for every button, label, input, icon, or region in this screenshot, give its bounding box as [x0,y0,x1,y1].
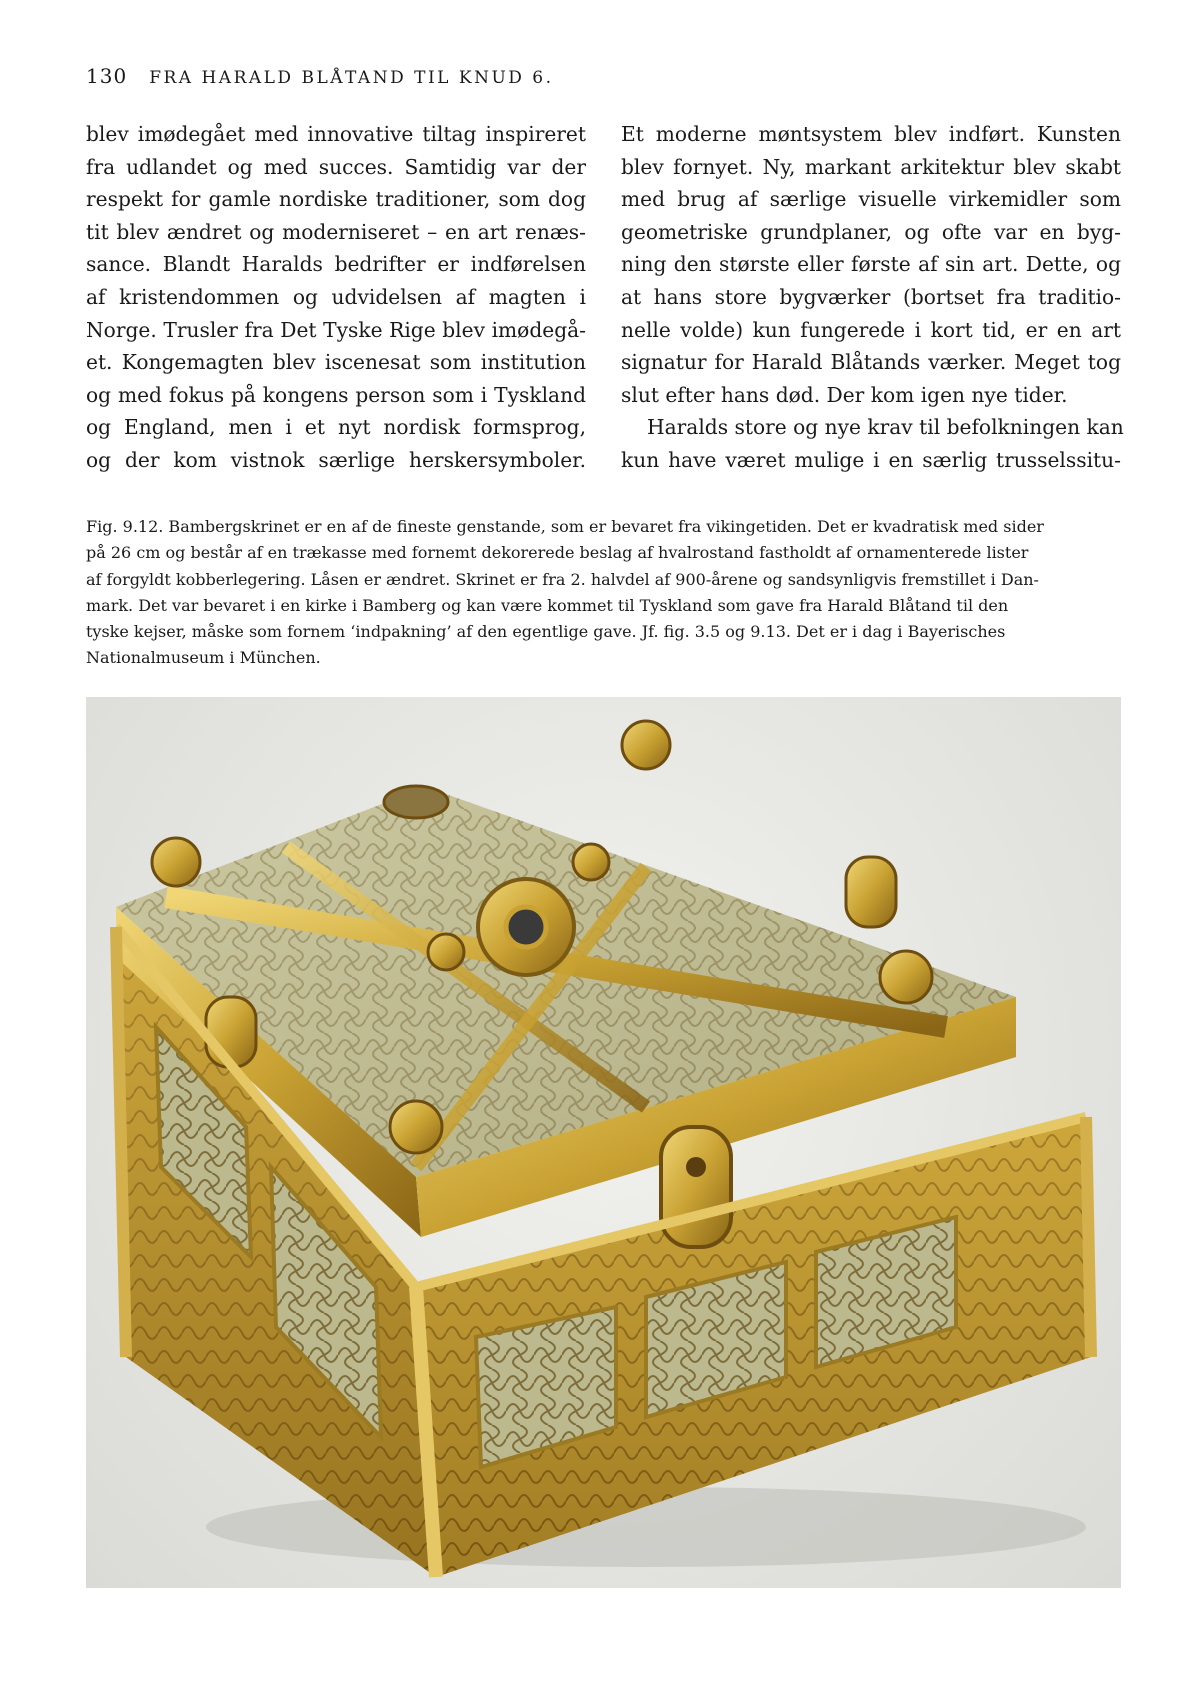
caption-line: på 26 cm og består af en trækasse med fornemt dekorerede beslag af hvalrostand fastholdt af ornamenterede lister [86,543,1029,563]
body-line: tit blev ændret og moderniseret – en art renæs- [86,219,586,244]
body-line: nelle volde) kun fungerede i kort tid, er en art [621,317,1121,342]
body-line: slut efter hans død. Der kom igen nye tider. [621,382,1068,407]
body-line: respekt for gamle nordiske traditioner, som dog [86,187,586,212]
running-header [86,64,554,88]
caption-line: Fig. 9.12. Bambergskrinet er en af de fineste genstande, som er bevaret fra vikingetiden. Det er kvadratisk med sider [86,517,1044,536]
running-title: FRA HARALD BLÅTAND TIL KNUD 6. [149,68,554,88]
body-line-indented: Haralds store og nye krav til befolkningen kan [647,415,1124,440]
casket-illustration [86,697,1121,1588]
body-line: sance. Blandt Haralds bedrifter er indførelsen [86,252,586,277]
body-line: og England, men i et nyt nordisk formsprog, [86,415,586,440]
body-line: ning den største eller første af sin art. Dette, og [621,252,1121,277]
body-line: med brug af særlige visuelle virkemidler som [621,187,1121,212]
body-line: kun have været mulige i en særlig trusselssitu- [621,447,1121,472]
figure-caption [86,514,1126,672]
page-number: 130 [86,64,128,88]
body-line: og der kom vistnok særlige herskersymboler. [86,447,586,472]
body-line: geometriske grundplaner, og ofte var en byg- [621,219,1121,244]
left-text-column [86,118,586,477]
caption-line: mark. Det var bevaret i en kirke i Bamberg og kan være kommet til Tyskland som gave fra Harald Blåtand til den [86,595,1009,615]
body-line: blev imødegået med innovative tiltag inspireret [86,122,586,146]
bamberg-casket-photo [86,697,1121,1588]
right-text-column [621,118,1124,477]
caption-line: tyske kejser, måske som fornem ‘indpakning’ af den egentlige gave. Jf. fig. 3.5 og 9.13. Det er i dag i Bayerisches [86,622,1006,642]
caption-line: af forgyldt kobberlegering. Låsen er ændret. Skrinet er fra 2. halvdel af 900-årene og sandsynligvis fremstillet i Dan- [86,569,1039,589]
body-line: fra udlandet og med succes. Samtidig var der [86,154,586,179]
body-line: af kristendommen og udvidelsen af magten i [86,284,586,309]
body-line: at hans store bygværker (bortset fra traditio- [621,284,1121,309]
body-line: blev fornyet. Ny, markant arkitektur blev skabt [621,154,1121,179]
body-line: og med fokus på kongens person som i Tyskland [86,382,586,407]
body-line: Norge. Trusler fra Det Tyske Rige blev imødegå- [86,317,586,342]
body-line: et. Kongemagten blev iscenesat som institution [86,350,586,375]
body-line: Et moderne møntsystem blev indført. Kunsten [621,122,1121,146]
caption-line: Nationalmuseum i München. [86,648,321,668]
body-line: signatur for Harald Blåtands værker. Meget tog [621,350,1121,375]
